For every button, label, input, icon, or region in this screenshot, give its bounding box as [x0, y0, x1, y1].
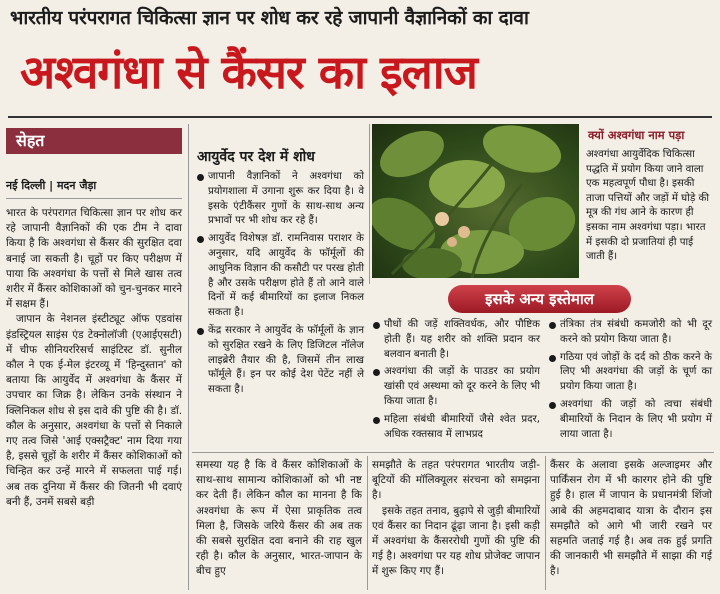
- bottom-section-rule: [192, 452, 714, 453]
- byline-rule: [6, 198, 182, 199]
- uses-right: [548, 318, 712, 445]
- column-3-para-2: इसके तहत तनाव, बुढ़ापे से जुड़ी बीमारियों एवं कैंसर का निदान ढूंढ़ा जाना है। इसी कड़ी में अश्वगंधा के कैंसररोधी गुणों की पुष्टि की गई है। अश्वगंधा पर यह शोध प्रोजेक्ट जापान में शुरू किए गए हैं।: [372, 504, 540, 578]
- column-2: समस्या यह है कि वे कैंसर कोशिकाओं के साथ-साथ सामान्य कोशिकाओं को भी नष्ट कर देती हैं। लेकिन कौल का मानना है कि अश्वगंधा के रूप में ऐसा प्राकृतिक तत्व मिला है, जिसके जरिये कैंसर की अब तक की सबसे सुरक्षित दवा बनाने की राह खुल रही है। कौल के अनुसार, भारत-जापान के बीच हुए: [196, 459, 362, 578]
- column-1-para-2: जापान के नेशनल इंस्टीट्यूट ऑफ एडवांस इंडस्ट्रियल साइंस एंड टेक्नोलॉजी (एआईएसटी) में चीफ सीनियररिसर्च साइंटिस्ट डॉ. सुनील कौल ने एक ई-मेल इंटरव्यू में 'हिन्दुस्तान' को बताया कि आयुर्वेद में अश्वगंधा के कैंसर में उपचार का जिक्र है। लेकिन उनके संस्थान ने क्लिनिकल शोध से इस दावे की पुष्टि की है। डॉ. कौल के अनुसार, अश्वगंधा के पत्तों से निकाले गए तत्व जिसे 'आई एक्सट्रैक्ट' नाम दिया गया है, इससे चूहों के शरीर में कैंसर कोशिकाओं को चिन्हित कर उन्हें मारने में सफलता पाई गई। अब तक दुनिया में कैंसर की जितनी भी दवाएं बनी हैं, उनमें सबसे बड़ी: [6, 313, 182, 508]
- column-1-para-1: भारत के परंपरागत चिकित्सा ज्ञान पर शोध कर रहे जापानी वैज्ञानिकों की एक टीम ने दावा किया है कि अश्वगंधा से कैंसर की सुरक्षित दवा बनाई जा सकती है। चूहों पर किए परीक्षण में पाया कि अश्वगंधा के पत्तों से मिले खास तत्व शरीर में कैंसर कोशिकाओं को चुन-चुनकर मारने में सक्षम हैं।: [6, 207, 182, 311]
- column-divider: [367, 456, 368, 590]
- uses-title-badge: इसके अन्य इस्तेमाल: [448, 285, 631, 313]
- uses-item: गठिया एवं जोड़ों के दर्द को ठीक करने के लिए भी अश्वगंधा की जड़ों के चूर्ण का प्रयोग किया जाता है।: [548, 351, 712, 395]
- uses-item: अश्वगंधा की जड़ों को त्वचा संबंधी बीमारियों के निदान के लिए भी प्रयोग में लाया जाता है।: [548, 398, 712, 442]
- why-title: क्यों अश्वगंधा नाम पड़ा: [588, 128, 685, 142]
- kicker: भारतीय परंपरागत चिकित्सा ज्ञान पर शोध कर रहे जापानी वैज्ञानिकों का दावा: [10, 7, 529, 29]
- box-divider: [369, 124, 370, 284]
- leaf-illustration: [372, 124, 579, 278]
- column-3-para-1: समझौते के तहत परंपरागत भारतीय जड़ी-बूटियों की मॉलिक्यूलर संरचना को समझना है।: [372, 459, 540, 502]
- section-tag: सेहत: [6, 128, 182, 154]
- why-text: अश्वगंधा आयुर्वेदिक चिकित्सा पद्धति में प्रयोग किया जाने वाला एक महत्वपूर्ण पौधा है। इसकी ताजा पत्तियों और जड़ों में घोड़े की मूत्र की गंध आने के कारण ही इसका नाम अश्वगंधा पड़ा। भारत में इसकी दो प्रजातियां ही पाई जाती हैं।: [586, 149, 709, 263]
- top-rule: [8, 116, 712, 118]
- column-divider: [188, 124, 189, 590]
- uses-left: [372, 318, 540, 445]
- column-divider: [545, 456, 546, 590]
- box-item: केंद्र सरकार ने आयुर्वेद के फॉर्मूलों के ज्ञान को सुरक्षित रखने के लिए डिजिटल नॉलेज लाइब्रेरी तैयार की है, जिसमें तीन लाख फॉर्मूले हैं। इन पर कोई देश पेटेंट नहीं ले सकता है।: [196, 324, 364, 398]
- research-box: [196, 170, 364, 401]
- byline: नई दिल्ली | मदन जैड़ा: [6, 179, 97, 192]
- headline: अश्वगंधा से कैंसर का इलाज: [20, 45, 477, 99]
- uses-item: अश्वगंधा की जड़ों के पाउडर का प्रयोग खांसी एवं अस्थमा को दूर करने के लिए भी किया जाता है।: [372, 365, 540, 409]
- box-item: आयुर्वेद विशेषज्ञ डॉ. रामनिवास पराशर के अनुसार, यदि आयुर्वेद के फॉर्मूलों की आधुनिक विज्ञान की कसौटी पर परख होती है और उसके परीक्षण होते हैं तो आने वाले दिनों में कई बीमारियों का इलाज निकल सकता है।: [196, 232, 364, 321]
- uses-item: तंत्रिका तंत्र संबंधी कमजोरी को भी दूर करने को प्रयोग किया जाता है।: [548, 318, 712, 348]
- uses-item: पौधों की जड़ें शक्तिवर्धक, और पौष्टिक होती हैं। यह शरीर को शक्ति प्रदान कर बलवान बनाती है।: [372, 318, 540, 362]
- column-4: कैंसर के अलावा इसके अल्जाइमर और पार्किंसन रोग में भी कारगर होने की पुष्टि हुई है। हाल में जापान के प्रधानमंत्री शिंजो आबे की अहमदाबाद यात्रा के दौरान इस समझौते को आगे भी जारी रखने पर सहमति जताई गई है। अब तक हुई प्रगति की जानकारी भी समझौते में साझा की गई है।: [550, 459, 712, 578]
- box-item: जापानी वैज्ञानिकों ने अश्वगंधा को प्रयोगशाला में उगाना शुरू कर दिया है। वे इसके एंटीकैंसर गुणों के साथ-साथ अन्य प्रभावों पर भी शोध कर रहे हैं।: [196, 170, 364, 229]
- column-1: [6, 206, 182, 510]
- ashwagandha-plant-photo: [372, 124, 579, 278]
- column-3: [372, 458, 540, 580]
- uses-item: महिला संबंधी बीमारियों जैसे श्वेत प्रदर, अधिक रक्तस्राव में लाभप्रद: [372, 413, 540, 443]
- box-title: आयुर्वेद पर देश में शोध: [197, 149, 315, 165]
